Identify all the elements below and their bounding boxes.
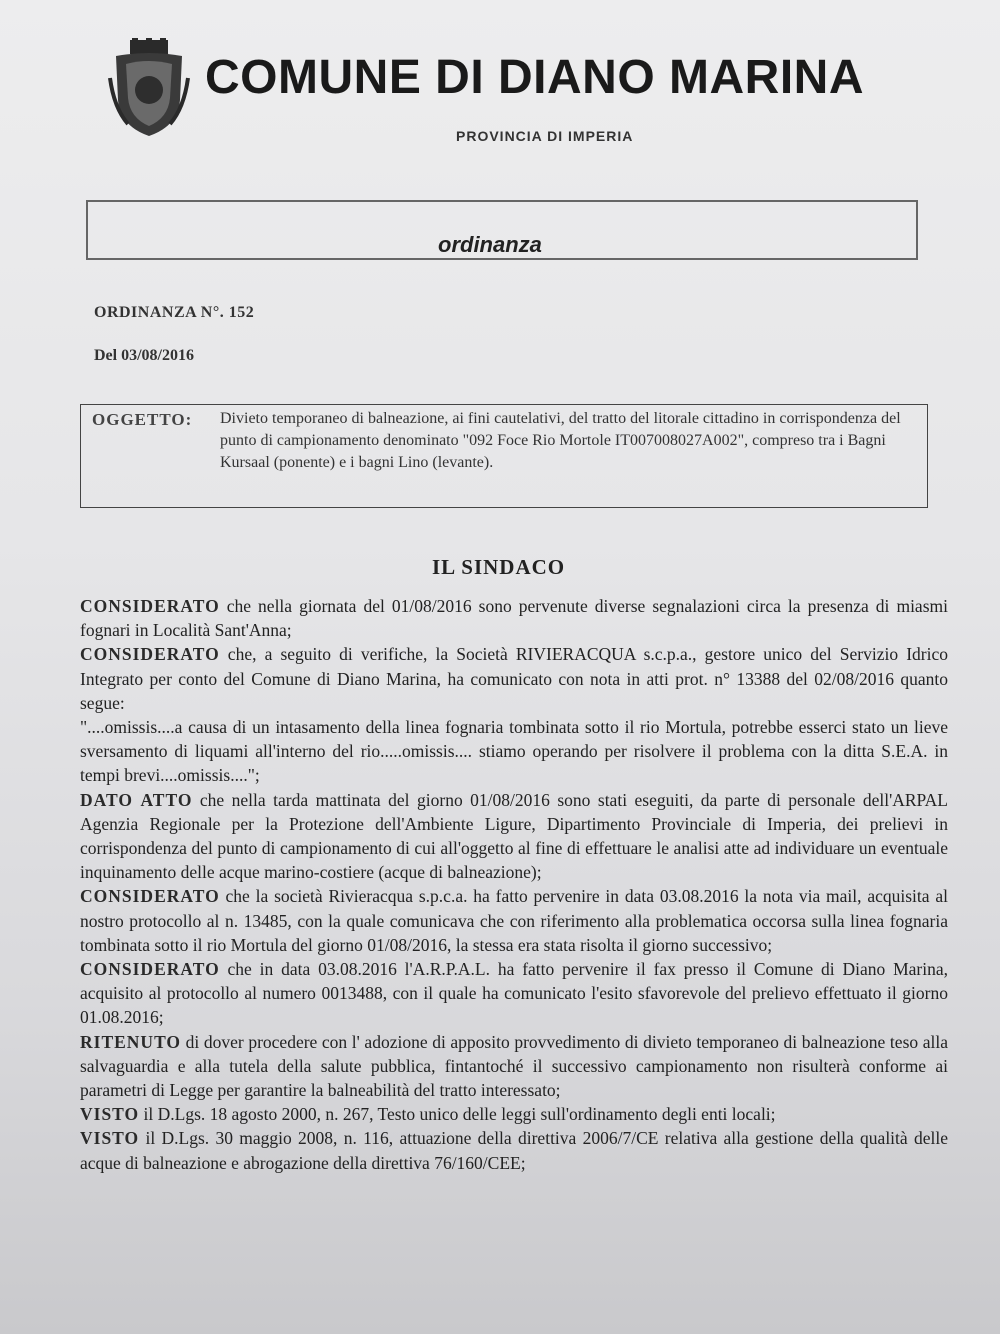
- paragraph-text: che nella giornata del 01/08/2016 sono pervenute diverse segnalazioni circa la presenza di miasmi fognari in Località Sant'Anna;: [80, 596, 948, 641]
- paragraph-text: che, a seguito di verifiche, la Società RIVIERACQUA s.c.p.a., gestore unico del Servizio Idrico Integrato per conto del Comune di Diano Marina, ha comunicato con nota in atti prot. n° 13388 del 02/08/2016 quanto segue:: [80, 644, 948, 713]
- paragraph-text: che nella tarda mattinata del giorno 01/08/2016 sono stati eseguiti, da parte di personale dell'ARPAL Agenzia Regionale per la Protezione dell'Ambiente Ligure, Dipartimento Provinciale di Imperia, dei prelievi in corrispondenza del punto di campionamento di cui all'oggetto al fine di effettuare le analisi atte ad individuare un eventuale inquinamento delle acque marino-costiere (acque di balneazione);: [80, 789, 948, 883]
- municipality-title: COMUNE DI DIANO MARINA: [205, 51, 864, 104]
- ordinance-date: Del 03/08/2016: [94, 347, 194, 364]
- paragraph-keyword: CONSIDERATO: [80, 644, 220, 665]
- paragraph-keyword: CONSIDERATO: [80, 596, 220, 616]
- paragraph-text: il D.Lgs. 30 maggio 2008, n. 116, attuazione della direttiva 2006/7/CE relativa alla gestione della qualità delle acque di balneazione e abrogazione della direttiva 76/160/CEE;: [80, 1128, 948, 1173]
- subject-label: OGGETTO:: [92, 410, 193, 429]
- paragraph: [80, 1030, 948, 1103]
- ordinance-banner-label: ordinanza: [438, 232, 542, 257]
- paragraph: [80, 957, 948, 1030]
- paragraph-keyword: CONSIDERATO: [80, 886, 220, 907]
- ordinance-number: ORDINANZA N°. 152: [94, 304, 255, 321]
- paragraph-text: di dover procedere con l' adozione di apposito provvedimento di divieto temporaneo di balneazione teso alla salvaguardia e alla tutela della salute pubblica, fintantoché il successivo campionamento non risulterà conforme ai parametri di Legge per garantire la balneabilità del tratto interessato;: [80, 1031, 948, 1101]
- municipal-crest-icon: [108, 38, 190, 138]
- paragraph-keyword: VISTO: [80, 1128, 140, 1149]
- paragraph: [80, 1126, 948, 1174]
- paragraph: [80, 884, 948, 957]
- paragraph-keyword: VISTO: [80, 1104, 140, 1125]
- paragraph: [80, 1102, 948, 1126]
- province-subtitle: PROVINCIA DI IMPERIA: [456, 128, 634, 144]
- paragraph-keyword: DATO ATTO: [80, 789, 193, 810]
- paragraph-text: "....omissis....a causa di un intasamento della linea fognaria tombinata sotto il rio Mortula, potrebbe esserci stato un lieve sversamento di liquami all'interno del rio.....omissis.... stiamo operando per risolvere il problema con la ditta S.E.A. in tempi brevi....omissis....";: [80, 717, 948, 786]
- section-heading: IL SINDACO: [432, 555, 566, 579]
- paragraph-text: che la società Rivieracqua s.p.c.a. ha fatto pervenire in data 03.08.2016 la nota via mail, acquisita al nostro protocollo al n. 13485, con la quale comunicava che con riferimento alla problematica occorsa sulla linea fognaria tombinata sotto il rio Mortula del giorno 01/08/2016, la stessa era stata risolta il giorno successivo;: [80, 886, 948, 955]
- paragraph: [80, 594, 948, 642]
- ordinance-body: [80, 594, 948, 1175]
- paragraph: [80, 788, 948, 885]
- paragraph: [80, 715, 948, 788]
- paragraph: [80, 642, 948, 715]
- paragraph-keyword: CONSIDERATO: [80, 959, 220, 980]
- paragraph-keyword: RITENUTO: [80, 1031, 182, 1052]
- paragraph-text: il D.Lgs. 18 agosto 2000, n. 267, Testo unico delle leggi sull'ordinamento degli enti locali;: [139, 1104, 776, 1125]
- subject-text: Divieto temporaneo di balneazione, ai fini cautelativi, del tratto del litorale cittadino in corrispondenza del punto di campionamento denominato "092 Foce Rio Mortole IT007008027A002", compreso tra i Bagni Kursaal (ponente) e i bagni Lino (levante).: [220, 410, 901, 471]
- paragraph-text: che in data 03.08.2016 l'A.R.P.A.L. ha fatto pervenire il fax presso il Comune di Diano Marina, acquisito al protocollo al numero 0013488, con il quale ha comunicato l'esito sfavorevole del prelievo effettuato il giorno 01.08.2016;: [80, 959, 948, 1028]
